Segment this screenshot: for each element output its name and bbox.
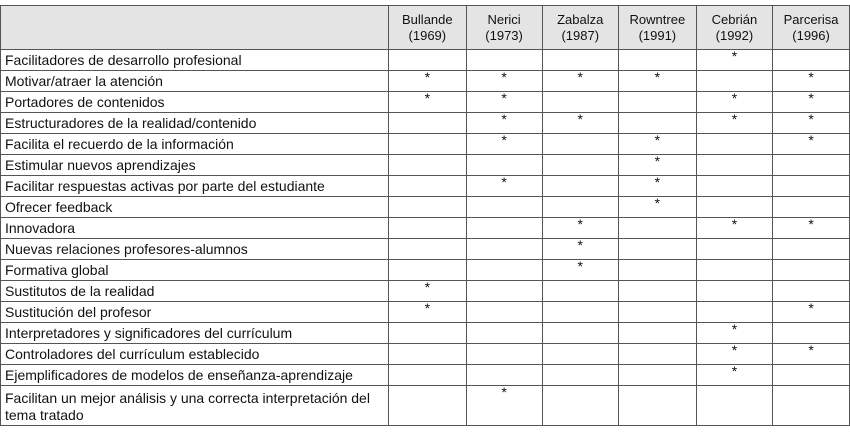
- asterisk-mark: *: [542, 260, 618, 281]
- empty-cell: [773, 239, 850, 260]
- empty-cell: [696, 302, 772, 323]
- author-header: [618, 6, 696, 50]
- asterisk-mark: *: [773, 134, 850, 155]
- empty-cell: [389, 365, 467, 386]
- empty-cell: [773, 386, 850, 426]
- row-label: Estimular nuevos aprendizajes: [1, 155, 389, 176]
- functions-table: [0, 5, 850, 426]
- asterisk-mark: *: [696, 323, 772, 344]
- asterisk-mark: *: [618, 71, 696, 92]
- empty-cell: [466, 344, 542, 365]
- author-name: Rowntree: [629, 11, 686, 27]
- table-row: [1, 323, 850, 344]
- asterisk-mark: *: [542, 71, 618, 92]
- empty-cell: [542, 386, 618, 426]
- author-name: Cebrián: [711, 11, 758, 27]
- author-name: Parcerisa: [783, 11, 839, 27]
- asterisk-mark: *: [389, 92, 467, 113]
- empty-cell: [618, 281, 696, 302]
- empty-cell: [542, 344, 618, 365]
- row-label: Motivar/atraer la atención: [1, 71, 389, 92]
- row-label: Facilitan un mejor análisis y una correcta interpretación del tema tratado: [1, 386, 389, 426]
- table-row: [1, 386, 850, 426]
- empty-cell: [542, 323, 618, 344]
- table-row: [1, 302, 850, 323]
- empty-cell: [696, 239, 772, 260]
- empty-cell: [542, 281, 618, 302]
- row-label: Sustitución del profesor: [1, 302, 389, 323]
- empty-cell: [618, 92, 696, 113]
- asterisk-mark: *: [773, 71, 850, 92]
- asterisk-mark: *: [773, 344, 850, 365]
- table-row: [1, 113, 850, 134]
- asterisk-mark: *: [466, 176, 542, 197]
- row-label: Interpretadores y significadores del currículum: [1, 323, 389, 344]
- row-label: Sustitutos de la realidad: [1, 281, 389, 302]
- empty-cell: [542, 134, 618, 155]
- empty-cell: [389, 50, 467, 71]
- asterisk-mark: *: [618, 197, 696, 218]
- asterisk-mark: *: [389, 281, 467, 302]
- empty-cell: [618, 323, 696, 344]
- table-row: [1, 344, 850, 365]
- empty-cell: [696, 155, 772, 176]
- empty-cell: [696, 176, 772, 197]
- table-body: [1, 50, 850, 426]
- asterisk-mark: *: [466, 71, 542, 92]
- empty-cell: [466, 302, 542, 323]
- empty-cell: [618, 344, 696, 365]
- asterisk-mark: *: [542, 218, 618, 239]
- empty-cell: [466, 260, 542, 281]
- asterisk-mark: *: [618, 134, 696, 155]
- empty-cell: [773, 155, 850, 176]
- empty-cell: [696, 281, 772, 302]
- empty-cell: [696, 134, 772, 155]
- empty-cell: [773, 176, 850, 197]
- row-label: Estructuradores de la realidad/contenido: [1, 113, 389, 134]
- table-row: [1, 134, 850, 155]
- asterisk-mark: *: [696, 113, 772, 134]
- empty-cell: [773, 260, 850, 281]
- empty-cell: [618, 113, 696, 134]
- author-year: (1991): [638, 27, 677, 43]
- table-row: [1, 50, 850, 71]
- empty-cell: [696, 71, 772, 92]
- empty-cell: [466, 197, 542, 218]
- asterisk-mark: *: [696, 50, 772, 71]
- empty-cell: [389, 113, 467, 134]
- empty-cell: [389, 344, 467, 365]
- empty-cell: [618, 386, 696, 426]
- empty-cell: [542, 50, 618, 71]
- empty-cell: [618, 239, 696, 260]
- row-label: Ejemplificadores de modelos de enseñanza-aprendizaje: [1, 365, 389, 386]
- header-row: [1, 6, 850, 50]
- empty-cell: [466, 155, 542, 176]
- empty-cell: [389, 155, 467, 176]
- empty-cell: [773, 323, 850, 344]
- asterisk-mark: *: [466, 134, 542, 155]
- empty-cell: [773, 281, 850, 302]
- empty-cell: [466, 365, 542, 386]
- asterisk-mark: *: [542, 239, 618, 260]
- asterisk-mark: *: [618, 176, 696, 197]
- asterisk-mark: *: [389, 71, 467, 92]
- empty-cell: [389, 386, 467, 426]
- empty-cell: [542, 176, 618, 197]
- table-row: [1, 155, 850, 176]
- empty-cell: [389, 323, 467, 344]
- empty-cell: [389, 239, 467, 260]
- asterisk-mark: *: [618, 155, 696, 176]
- asterisk-mark: *: [773, 302, 850, 323]
- asterisk-mark: *: [696, 344, 772, 365]
- asterisk-mark: *: [696, 218, 772, 239]
- table-row: [1, 71, 850, 92]
- asterisk-mark: *: [773, 218, 850, 239]
- empty-cell: [542, 197, 618, 218]
- row-label: Ofrecer feedback: [1, 197, 389, 218]
- row-label: Facilitadores de desarrollo profesional: [1, 50, 389, 71]
- table-row: [1, 176, 850, 197]
- asterisk-mark: *: [773, 92, 850, 113]
- author-header: [542, 6, 618, 50]
- empty-cell: [389, 176, 467, 197]
- empty-cell: [389, 218, 467, 239]
- header-empty-cell: [1, 6, 389, 50]
- empty-cell: [773, 197, 850, 218]
- empty-cell: [696, 260, 772, 281]
- author-year: (1987): [561, 27, 600, 43]
- row-label: Facilitar respuestas activas por parte del estudiante: [1, 176, 389, 197]
- asterisk-mark: *: [466, 92, 542, 113]
- asterisk-mark: *: [696, 365, 772, 386]
- table-row: [1, 218, 850, 239]
- author-header: [773, 6, 850, 50]
- row-label: Portadores de contenidos: [1, 92, 389, 113]
- author-name: Zabalza: [557, 11, 604, 27]
- author-name: Bullande: [402, 11, 453, 27]
- asterisk-mark: *: [696, 92, 772, 113]
- asterisk-mark: *: [389, 302, 467, 323]
- empty-cell: [542, 302, 618, 323]
- empty-cell: [696, 197, 772, 218]
- empty-cell: [466, 323, 542, 344]
- table-row: [1, 197, 850, 218]
- empty-cell: [696, 386, 772, 426]
- row-label: Formativa global: [1, 260, 389, 281]
- author-header: [389, 6, 467, 50]
- asterisk-mark: *: [542, 113, 618, 134]
- empty-cell: [542, 155, 618, 176]
- author-year: (1973): [485, 27, 523, 43]
- empty-cell: [466, 239, 542, 260]
- empty-cell: [618, 218, 696, 239]
- row-label: Nuevas relaciones profesores-alumnos: [1, 239, 389, 260]
- table-row: [1, 365, 850, 386]
- empty-cell: [466, 281, 542, 302]
- table-row: [1, 239, 850, 260]
- empty-cell: [618, 365, 696, 386]
- empty-cell: [542, 92, 618, 113]
- empty-cell: [389, 134, 467, 155]
- empty-cell: [389, 197, 467, 218]
- empty-cell: [389, 260, 467, 281]
- row-label: Innovadora: [1, 218, 389, 239]
- empty-cell: [618, 50, 696, 71]
- empty-cell: [466, 50, 542, 71]
- row-label: Facilita el recuerdo de la información: [1, 134, 389, 155]
- author-header: [466, 6, 542, 50]
- asterisk-mark: *: [466, 386, 542, 426]
- empty-cell: [773, 365, 850, 386]
- asterisk-mark: *: [466, 113, 542, 134]
- author-name: Nerici: [487, 11, 521, 27]
- row-label: Controladores del currículum establecido: [1, 344, 389, 365]
- empty-cell: [773, 50, 850, 71]
- empty-cell: [618, 260, 696, 281]
- author-header: [696, 6, 772, 50]
- empty-cell: [618, 302, 696, 323]
- empty-cell: [542, 365, 618, 386]
- table-row: [1, 260, 850, 281]
- author-year: (1969): [408, 27, 447, 43]
- table-row: [1, 92, 850, 113]
- table-row: [1, 281, 850, 302]
- author-year: (1996): [792, 27, 830, 43]
- asterisk-mark: *: [773, 113, 850, 134]
- empty-cell: [466, 218, 542, 239]
- author-year: (1992): [715, 27, 754, 43]
